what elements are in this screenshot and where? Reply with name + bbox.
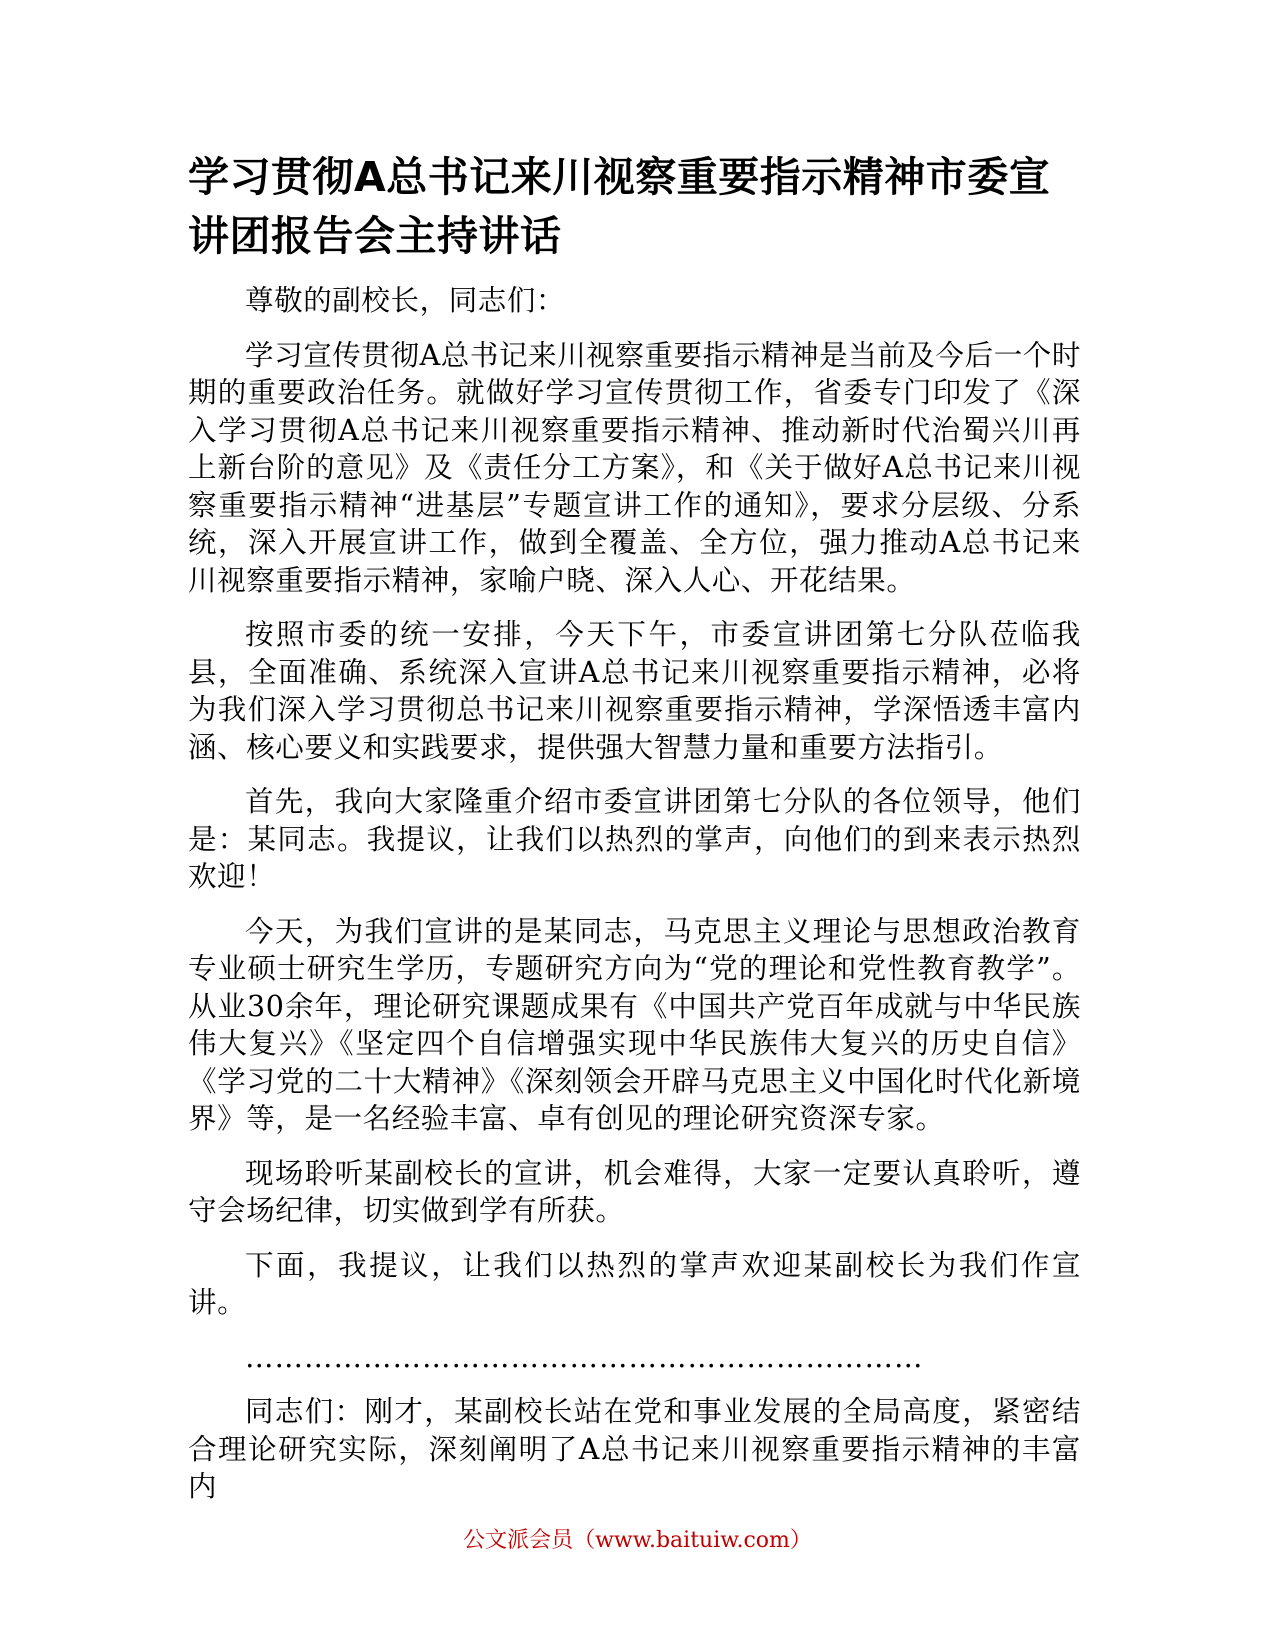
body-paragraph: 按照市委的统一安排，今天下午，市委宣讲团第七分队莅临我县，全面准确、系统深入宣讲A总书记来川视察重要指示精神，必将为我们深入学习贯彻总书记来川视察重要指示精神，学深悟透丰富内涵、核心要义和实践要求，提供强大智慧力量和重要方法指引。 xyxy=(188,618,1081,764)
body-paragraph: 学习宣传贯彻A总书记来川视察重要指示精神是当前及今后一个时期的重要政治任务。就做好学习宣传贯彻工作，省委专门印发了《深入学习贯彻A总书记来川视察重要指示精神、推动新时代治蜀兴川再上新台阶的意见》及《责任分工方案》，和《关于做好A总书记来川视察重要指示精神“进基层”专题宣讲工作的通知》，要求分层级、分系统，深入开展宣讲工作，做到全覆盖、全方位，强力推动A总书记来川视察重要指示精神，家喻户晓、深入人心、开花结果。 xyxy=(188,338,1081,597)
document-title: 学习贯彻A总书记来川视察重要指示精神市委宣讲团报告会主持讲话 xyxy=(188,153,1051,260)
body-paragraph: 下面，我提议，让我们以热烈的掌声欢迎某副校长为我们作宣讲。 xyxy=(188,1248,1081,1319)
body-paragraph: 首先，我向大家隆重介绍市委宣讲团第七分队的各位领导，他们是：某同志。我提议，让我们以热烈的掌声，向他们的到来表示热烈欢迎！ xyxy=(188,785,1081,893)
footer-watermark: 公文派会员（www.baituiw.com） xyxy=(463,1528,812,1553)
body-paragraph: 同志们：刚才，某副校长站在党和事业发展的全局高度，紧密结合理论研究实际，深刻阐明了A总书记来川视察重要指示精神的丰富内 xyxy=(188,1395,1081,1503)
document-body xyxy=(188,282,1081,1523)
salutation-paragraph: 尊敬的副校长，同志们： xyxy=(245,284,566,317)
body-paragraph: 现场聆听某副校长的宣讲，机会难得，大家一定要认真聆听，遵守会场纪律，切实做到学有所获。 xyxy=(188,1156,1081,1227)
body-paragraph: 今天，为我们宣讲的是某同志，马克思主义理论与思想政治教育专业硕士研究生学历，专题研究方向为“党的理论和党性教育教学”。从业30余年，理论研究课题成果有《中国共产党百年成就与中华民族伟大复兴》《坚定四个自信增强实现中华民族伟大复兴的历史自信》《学习党的二十大精神》《深刻领会开辟马克思主义中国化时代化新境界》等，是一名经验丰富、卓有创见的理论研究资深专家。 xyxy=(188,914,1081,1135)
ellipsis-divider: …………………………………………………………… xyxy=(245,1340,924,1374)
